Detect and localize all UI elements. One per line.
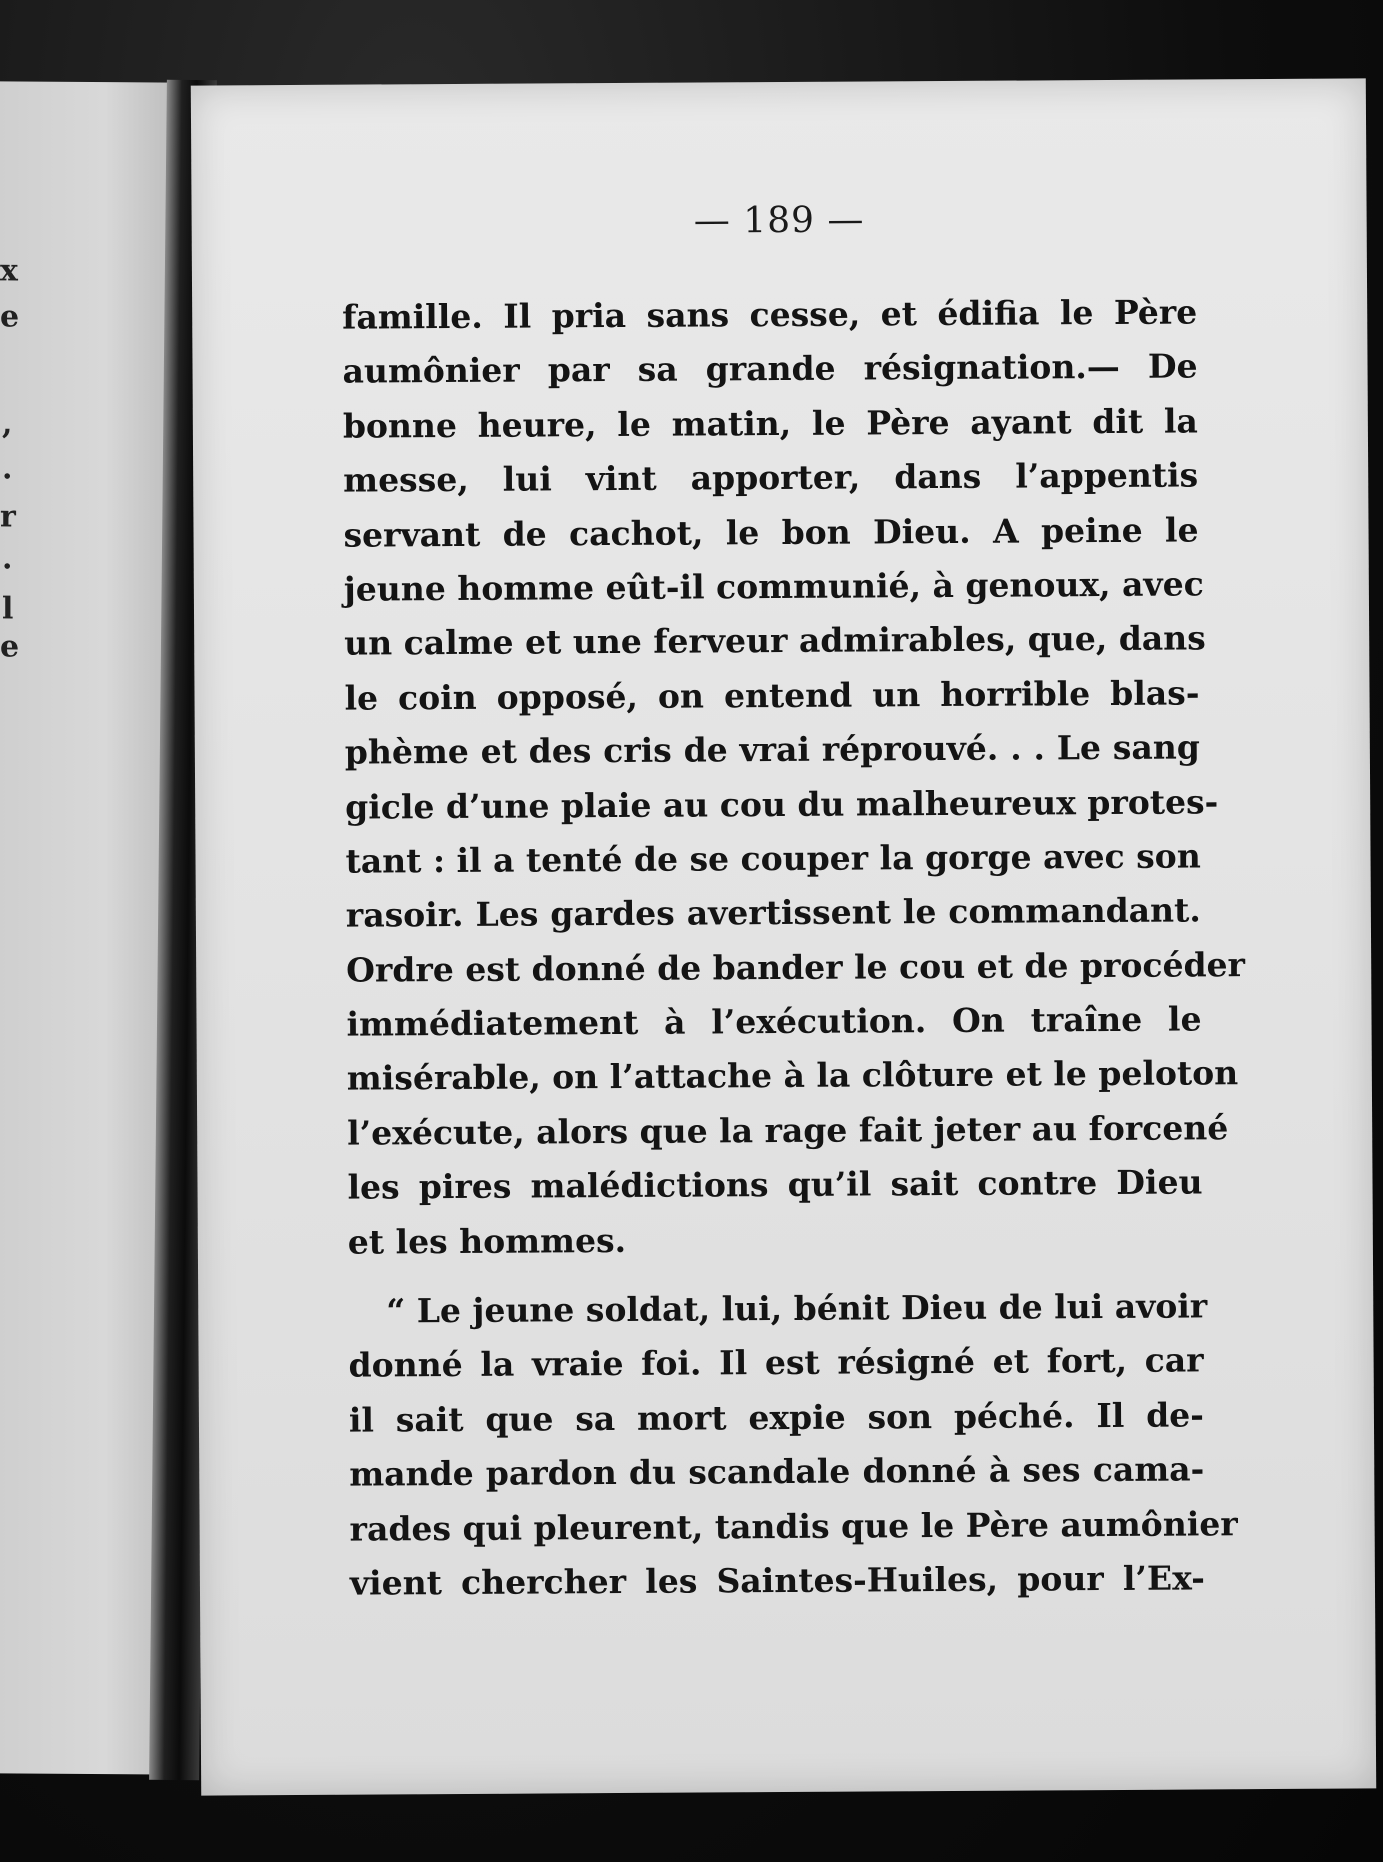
text-line: rades qui pleurent, tandis que le Père aumônier — [349, 1503, 1238, 1549]
paragraph-2 — [348, 1279, 1238, 1611]
text-line: gicle d’une plaie au cou du malheureux protes- — [345, 781, 1219, 827]
text-line: tant : il a tenté de se couper la gorge avec son — [345, 836, 1201, 881]
left-page-fragment: l — [2, 591, 14, 627]
text-line: famille. Il pria sans cesse, et édifia le Père — [342, 292, 1198, 337]
text-line: mande pardon du scandale donné à ses cama- — [349, 1449, 1205, 1494]
text-line: l’exécute, alors que la rage fait jeter au forcené — [347, 1108, 1229, 1153]
text-line: les pires malédictions qu’il sait contre Dieu — [347, 1162, 1203, 1207]
text-line: jeune homme eût-il communié, à genoux, avec — [343, 564, 1204, 609]
left-page-fragment: e — [0, 629, 20, 665]
text-line: rasoir. Les gardes avertissent le commandant. — [345, 890, 1201, 935]
page-text — [342, 285, 1246, 1611]
left-page-fragment: , — [2, 406, 13, 442]
paragraph-1 — [342, 285, 1246, 1269]
text-line: il sait que sa mort expie son péché. Il de- — [348, 1395, 1205, 1440]
left-page-fragment: e — [0, 299, 20, 335]
page-number: — 189 — — [693, 199, 865, 242]
text-line: le coin opposé, on entend un horrible blas- — [344, 673, 1200, 718]
text-line: aumônier par sa grande résignation.— De — [342, 346, 1198, 392]
left-page-fragment: x — [0, 253, 18, 289]
text-line: Ordre est donné de bander le cou et de procéder — [346, 944, 1246, 990]
left-page-fragment: . — [2, 541, 13, 577]
text-line: donné la vraie foi. Il est résigné et fort, car — [348, 1340, 1204, 1386]
text-line: messe, lui vint apporter, dans l’appentis — [343, 455, 1199, 500]
text-line: vient chercher les Saintes-Huiles, pour l’Ex- — [349, 1558, 1206, 1603]
left-page-fragment: . — [2, 451, 13, 487]
text-line: servant de cachot, le bon Dieu. A peine le — [343, 510, 1199, 555]
text-line: misérable, on l’attache à la clôture et le peloton — [346, 1053, 1239, 1099]
text-line: bonne heure, le matin, le Père ayant dit la — [342, 401, 1198, 446]
book-page — [191, 78, 1376, 1795]
text-line: immédiatement à l’exécution. On traîne le — [346, 999, 1202, 1044]
text-line: un calme et une ferveur admirables, que, dans — [344, 618, 1206, 664]
left-facing-page — [0, 81, 175, 1774]
left-page-fragment: r — [0, 499, 16, 535]
text-line: “ Le jeune soldat, lui, bénit Dieu de lui avoir — [386, 1286, 1208, 1331]
text-line: et les hommes. — [347, 1220, 627, 1262]
text-line: phème et des cris de vrai réprouvé. . . Le sang — [344, 727, 1200, 772]
